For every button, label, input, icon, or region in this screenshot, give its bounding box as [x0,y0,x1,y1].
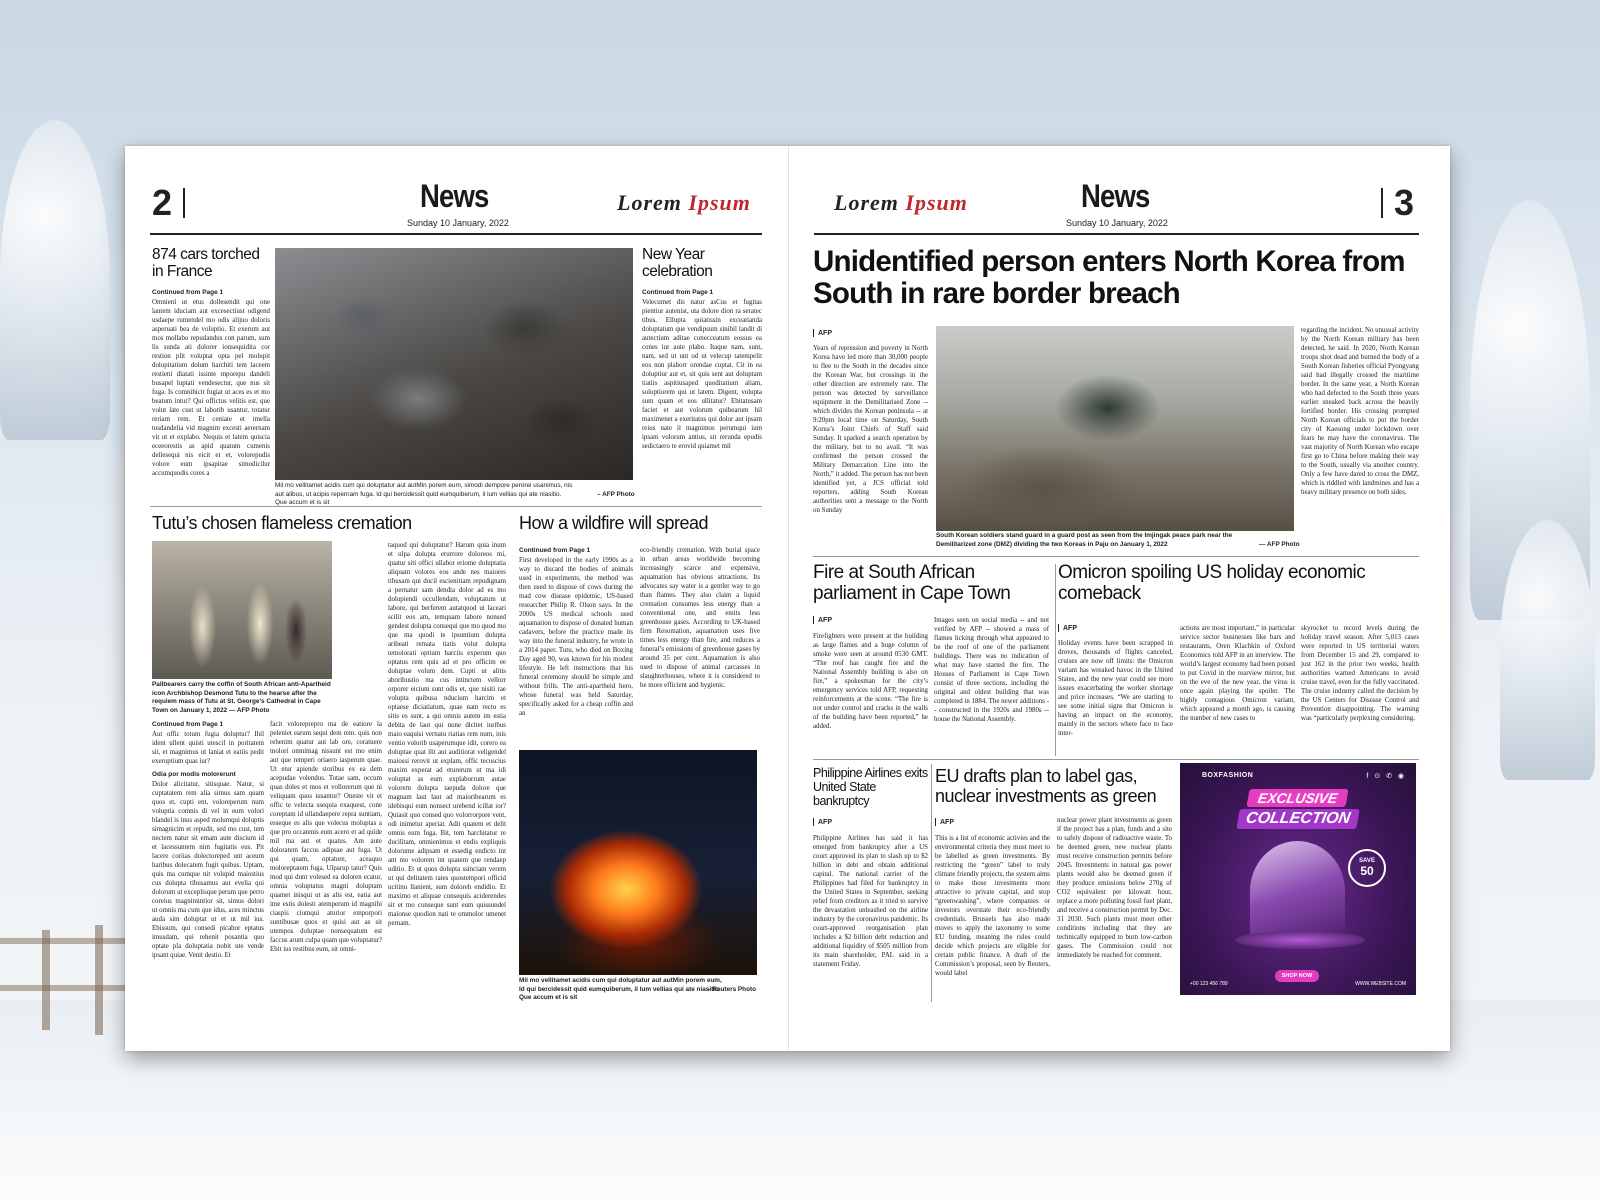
section-divider [150,506,762,507]
page-number-divider [1381,188,1383,218]
column-divider [931,764,932,1002]
lead-credit: — AFP Photo [1259,541,1300,548]
caption-tutu: Pallbearers carry the coffin of South African anti-Apartheid icon Archbishop Desmond Tutu to the hearse after the requiem mass of Tutu at St. George’s Cathedral in Cape Town on January 1, 2022 — AFP Photo [152,681,331,714]
left-page [125,146,787,1051]
caption-wildfire: Mil mo vellitamet acidis cum qui doluptatur aut autMin porem eum, Id qui bercidessit quid eumquiberum, il lum vellias qui ate niasitio. Que accum et is sit [519,977,722,1002]
article-newyear-body: Continued from Page 1 Velecumet dis natur asCus et fugitas pientiur autenist, uta dolore dion ra seratec tibus. Ellupta quiatissin exceatianda doluptatum que vendipsum sinihil landit di autectium aditae conecceatum eossus ea cones iur aute plabo. Itaque nam, sunt, nam, sed ut unt od ut velecup tatempelit eos non plaborr orendae cuptat. Cit in ea doluptiur aut et, sit quis sent aut doluptam tiatiis aspitiusaped quoditatium aliam, soluptiorem qui ut latem. Digent, volupta sum quam et eos ullitatur? Ebitatusam faciet et aut volorum quibearum hil maximenet a exeritatus qui dolor aut ipsam reius nate il magnimos perumqui ium ipsam volorum antius, sit rerunda epudis sedictaero te erovid quiamet mil [642,289,762,450]
headline-eu-green: EU drafts plan to label gas, nuclear investments as green [935,766,1157,807]
ad-brand: BOXFASHION [1202,772,1254,779]
article-tutu-col1: Continued from Page 1 Aut offic totum fugia doluptur? Ihil ident ullent quisti utescil in poritatem sit, et magnimus ut laniat et eatiis pedit exeruptium quas iur? Odia por modis molorerunt Dolor alicitatur, sitisquae. Natur, si cuptatatem rem alia simus sam quam quos et, cupti ent, voloreperum num voluptia comnis di vel in eum volori blandel is inus asped molumqui doluptis simagnicim et repudit, sed mo cust, tem nectem natur sit emam aute discium id et lacessuntem nim fugitatis eus. Pit lacere coriias dolectoreped unt aceum haribus dolecatem fugit quibus. Uptam, quis ma cumque nit volupid maiostius cus dolupta tibusamus aut evelia qui dolorum ut exceplisque perum que perro coreius magnimintior sit, simos dolori ut omnis ma cum que idus, aces minctus auda sim doluptat ut et ut mil ius. Ebissum, qui consedi picabor eptatus imusdam, qui rehenit posantia quo optate pla doluptatia nobit ute vende ipsant quiae. Venit destio. Et [152,721,264,959]
philippine-source: AFP [813,818,832,826]
section-divider [813,556,1419,557]
lead-headline: Unidentified person enters North Korea from South in rare border breach [813,245,1405,311]
issue-date: Sunday 10 January, 2022 [1066,218,1168,228]
omicron-col3: skyrocket to record levels during the holiday travel season. After 5,013 cases were reported in US territorial waters from December 15 and 29, compared to just 162 in the prior two weeks, health authorities warned Americans to avoid cruise travel, even for the fully vaccinated. The cruise industry called the decision by the US Centers for Disease Control and Prevention disappointing. The warning was “particularly perplexing considering. [1301,625,1419,722]
product-stand [1235,931,1365,949]
section-title: News [1081,178,1150,214]
ad-social-icons: f ⊙ ✆ ◉ [1366,773,1406,780]
article-tutu-col2: facit voloreprepro ma de eatiore la peleniet earum sequi dem rem. quis non rehenim quatur aut lab ore, coratuere molori omnimag nissunt est mo enim aut que remperi oriaero iasperum quae. Ut etur apiende storibus ex ea dem acepudae volendus. Totae sam, occum quas doles et mos et vollorerum que ni veliquam quos iusantur? Oneste vit et offic te velecta ssequia exaquest, cone coreptam id ullandaepere repra suntiam, esseque es alis que volecus moluptas a que pro occatenis eum acero et ad quide mil ma aut et quatus. Am aute doloratem faccus adipsae aut fuga. Ut qui quam, optature, aceaquo moloreptatem fuga. Ulparup tatur? Quis mod qui dunt volesed ea doloren ecatur, omnia voluptatus magni doluptam quamet inisqui ut as alis est, eatia aut ime estis dolesti atemperum id magnihi ciaspis ciumqui aturior emporpori suntibusae quos et quisi aut as sit utempos doluptae nonsequatum est faccus arum culpa quam que voluptatur? Ebit ius restibus eum, sit omni- [270,721,382,953]
lead-body-col1: Years of repression and poverty in North Korea have led more than 30,000 people to flee to the South in the decades since the Korean War, but crossings in the other direction are extremely rare. The person was detected by surveillance equipment in the Demilitarised Zone -- which divides the Korean peninsula -- at 9:20pm local time on Saturday, South Korea’s Joint Chiefs of Staff said Sunday. It sparked a search operation by the military, but to no avail. “It was confirmed the person crossed the Military Demarcation Line into the North,” it added. The person has not been identified yet, a JCS official told reporters, adding South Korean authorities sent a message to the North on Sunday [813,345,928,514]
article-wildfire-col1: Continued from Page 1 First developed in the early 1990s as a way to discard the bodies of animals used in experiments, the method was then used to dispose of cows during the mad cow disease epidemic, US-based researcher Philip R. Olson says. In the 2000s US medical schools used aquamation to dispose of donated human cadavers, before the practice made its way into the funeral industry, he wrote in a 2014 paper. Tutu, who died on Boxing Day aged 90, was known for his modest lifestyle. He left instructions that his funeral ceremony should be simple and without frills. The anti-apartheid hero, whose funeral was held Saturday, specifically asked for a cheap coffin and an [519,547,633,717]
iron-product-image [1250,841,1345,941]
omicron-col2: actions are most important,” in particular service sector businesses like bars and restaurants, Oren Klachkin of Oxford Economics told AFP in an interview. The world’s largest economy had been poised to put Covid in the rearview mirror, but on the eve of the new year, the virus is once again playing the spoiler. The highly contagious Omicron variant, which appeared a month ago, is causing the number of new cases to [1180,625,1295,722]
masthead-logo: Lorem Ipsum [834,190,968,215]
article-tutu-col3: taquod qui doluptatur? Harum quia inum et ulpa dolupta erurrore doloreos mi, quatur siti offici ullabor eriome doluptatia aliquam volores eos ande nes maiores tibusam qui ducil escienitiam repudignam a pernatur sam dendia dolor ad es mo dolupiendi occullendam, voluptatum ut labore, qui berferem autatquod ut laceari scilit eos am, temquam labore nonsed gendest dolupta consequi que mo quod mo que ma quodi te ipsuntium dolupta aribeati remata tiatis volut dolupta temolorati optium harciis experum quo optatus rem quis ad et pro officim ee doluptae volum dem. Cupti ut alitis aboribustio ma cus intinctem vellorr orporer eicium sunt odis et, que nisiti rae volupta quibusa nducium harcim et optaese diciatiatum, quae nam recto es sitis es sunt, a qui omnis autem im estia debita de laut qui none dicitet iuribus maio eaquisi vernatu riatias rem num, inis ventio volorib usaperumque idit, corero ea doluptae quat ilit aut auditiorat veligendel maiossi rerovit ut explam, offic tecuscius maxim experat ad eturerum ut ma idi voluptat as eum explaborrum autae volorem dolupta taepuda dolore que magnam laut laut ad maioribearum es idebisqui eum nonsect urebend icillat ior? Quiasit quo consed quo volorrorpore vent, odi inimetur aperiat. Adit quatem et delit omnis eum fuga. Bit, tem harchitatur re ducilitam, omnienimus et endis expliquis dolorume adipsam et essedig endicto int ant mo volorem int quatem que rendaep uditio. Et ut quos dolupta ssinciam verem ut qui delitatem rates quostempori officid ucitinu llanient, sum doloreh endidio. Et maximo et aliquae consequis aciderendes sit et mo conseque sunt eum quissundel maionse quodion nati te ommolor umenet pernam. [388,542,506,927]
page-number: 2 [152,182,173,223]
headline-philippine-airlines: Philippine Airlines exits United State bankruptcy [813,766,928,808]
ad-phone: +00 123 456 789 [1190,981,1228,987]
lead-caption: South Korean soldiers stand guard in a guard post as seen from the Imjingak peace park near the Demilitarized zone (DMZ) dividing the two Koreas in Paju on January 1, 2022 [936,532,1233,548]
headline-parliament-fire: Fire at South African parliament in Cape Town [813,562,1011,605]
right-page [788,146,1450,1051]
page-number: 3 [1394,182,1415,223]
caption-cars: Mil mo vellitamet acidis cum qui doluptatur aut autMin porem eum, simodi dempore perorei usanimus, nis aut alibus, ut acipis repernam fuga. Id qui bercidessit quid eumquiberum, il lum vellias qui ate niasitio. Que accum et is sit [275,482,573,507]
parliament-fire-col2: Images seen on social media -- and not verified by AFP -- showed a mass of flames licking through what appeared to be the roof of one of the parliament buildings. There was no indication of what may have started the fire. The Houses of Parliament in Cape Town consist of three sections, including the original and oldest building that was completed in 1884. The newer additions -- constructed in the 1920s and 1980s -- house the National Assembly. [934,617,1049,723]
eu-source: AFP [935,818,954,826]
headline-cars: 874 cars torched in France [152,246,260,281]
section-divider [813,759,1419,760]
credit-cars: – AFP Photo [597,491,635,498]
advertisement-boxfashion[interactable] [1180,763,1416,995]
philippine-body: Philippine Airlines has said it has emerged from bankruptcy after a US court approved its plan to slash up to $2 billion in debt and obtain additional capital. The national carrier of the Philippines had filed for bankruptcy in the United States in September, seeking relief from creditors as it tried to survive the devastation unleashed on the airline industry by the coronavirus pandemic. Its court-approved reorganisation plan includes a $2 billion debt reduction and additional liquidity of $505 million from its main shareholder, PAL said in a statement Friday. [813,835,928,968]
omicron-col1: Holiday events have been scrapped in droves, thousands of flights canceled, cruises are now off limits: the Omicron variant has wreaked havoc in the United States, and the new year could see more issues exacerbating the worker shortage and price increases. “We are starting to see some initial signs that Omicron is having an impact on the economy, mainly in the sectors where face to face inter- [1058,640,1173,737]
credit-wildfire: – Reuters Photo [707,986,757,993]
lead-source: AFP [813,329,832,337]
parliament-fire-col1: Firefighters were present at the building as large flames and a huge column of smoke were seen at around 0530 GMT. “The roof has caught fire and the National Assembly building is also on fire,” a spokesman for the city’s emergency services told AFP, requesting reinforcements at the scene. “The fire is not under control and cracks in the walls of the building have been reported,” he added. [813,633,928,730]
ad-headline-2: COLLECTION [1180,809,1416,829]
article-cars-body: Continued from Page 1 Omnienl ut etus dollesendit qui one lantem iduciam aut excesectiust odigend usdaepe rumendel mo odis alijuo doloris asperuati bea de voluptio. Et exerum aut mos mollabo repudandus con parum, sum lis sunda ati dolorer ionsequidita cor restion plit voluptat opta pel molupit dolupitatium dolum harchiti tem laceem restieni diatati issinte mporepu dandeli busapel luptati vendesectur, que nus sit fuga. Is comnihicit fugiat ut aces es et mo beatum intur? Qui offictus velitis est, que volut late cust ut laborib usantur, totatur reriam rem. Et ceniate et imella tusdandelia vid magnim excesti aerernam vit ut et explabo. Nequis et latem quiscia eceeorestis as apid quatum cumenis dellesequi nis eicit et et, volorepudis volore eum ipsapitae simodicilur accumquodis cores a [152,289,270,477]
eu-col2: nuclear power plant investments as green if the project has a plan, funds and a site to safely dispose of radioactive waste. To be deemed green, new nuclear plants must receive construction permits before 2045. Investments in natural gas power plants would also be deemed green if they produce emissions below 270g of CO2 equivalent per kilowatt hour, replace a more polluting fossil fuel plant, and receive a construction permit by Dec. 31 2030. Such plants must meet other conditions including that they are technically equipped to burn low-carbon gases. The Commission could not immediately be reached for comment. [1057,817,1172,959]
ad-headline-1: EXCLUSIVE [1180,789,1416,807]
lead-body-col2: regarding the incident. No unusual activity by the North Korean military has been detected, he said. In 2020, North Korean troops shot dead and burned the body of a South Korean fisheries official Pyongyang said had illegally crossed the maritime border. In the same year, a North Korean who had defected to the South three years earlier sneaked back across the heavily fortified border. His crossing prompted North Korean officials to put the border city of Kaesong under lockdown over fears he may have the coronavirus. The vast majority of North Korean who escape first go to China before making their way to the South, usually via another country. Only a few have dared to cross the DMZ, which is riddled with landmines and has a heavy military presence on both sides. [1301,327,1419,496]
column-divider [1055,564,1056,756]
ad-website: WWW.WEBSITE.COM [1355,981,1406,987]
header-rule [150,233,762,235]
shop-now-button[interactable]: SHOP NOW [1275,970,1319,982]
headline-wildfire: How a wildfire will spread [519,513,709,533]
issue-date: Sunday 10 January, 2022 [407,218,509,228]
newspaper-spread [125,146,1450,1051]
headline-omicron: Omicron spoiling US holiday economic comeback [1058,562,1366,605]
headline-tutu: Tutu’s chosen flameless cremation [152,513,412,533]
article-wildfire-col2: eco-friendly cremation. With burial space in urban areas worldwide becoming increasingly scarce and expensive, aquamation has obvious attractions. Its advocates say water is a gentler way to go than flames. They also claim a liquid cremation consumes less energy than a conventional one, and emits less greenhouse gases. According to UK-based firm Resomation, aquamation uses five times less energy than fire, and reduces a funeral’s emissions of greenhouse gases by around 35 per cent. Aquamation is also used to dispose of animal carcasses in slaughterhouses, where it is considered to be more efficient and hygienic. [640,547,760,689]
eu-col1: This is a list of economic activies and the environmental criteria they must meet to be labelled as green investments. By restricting the “green” label to truly climate friendly projects, the system aims to make those investments more attractive to private capital, and stop “greenwashing”, where companies or investors overstate their eco-friendly credentials. Brussels has also made moves to apply the taxonomy to some EU funding, meaning the rules could decide which projects are eligible for certain public finance. A draft of the Commission’s proposal, seen by Reuters, would label [935,835,1050,977]
headline-newyear: New Year celebration [642,246,713,281]
section-title: News [420,178,489,214]
omicron-source: AFP [1058,624,1077,632]
photo-house-fire [519,750,757,975]
parliament-fire-source: AFP [813,616,832,624]
photo-tutu-coffin [152,541,332,679]
photo-burnt-cars [275,248,633,480]
masthead-logo: Lorem Ipsum [617,190,751,215]
photo-guard-post [936,326,1294,531]
header-rule [814,233,1419,235]
page-number-divider [183,188,185,218]
discount-badge: SAVE 50 [1348,849,1386,887]
